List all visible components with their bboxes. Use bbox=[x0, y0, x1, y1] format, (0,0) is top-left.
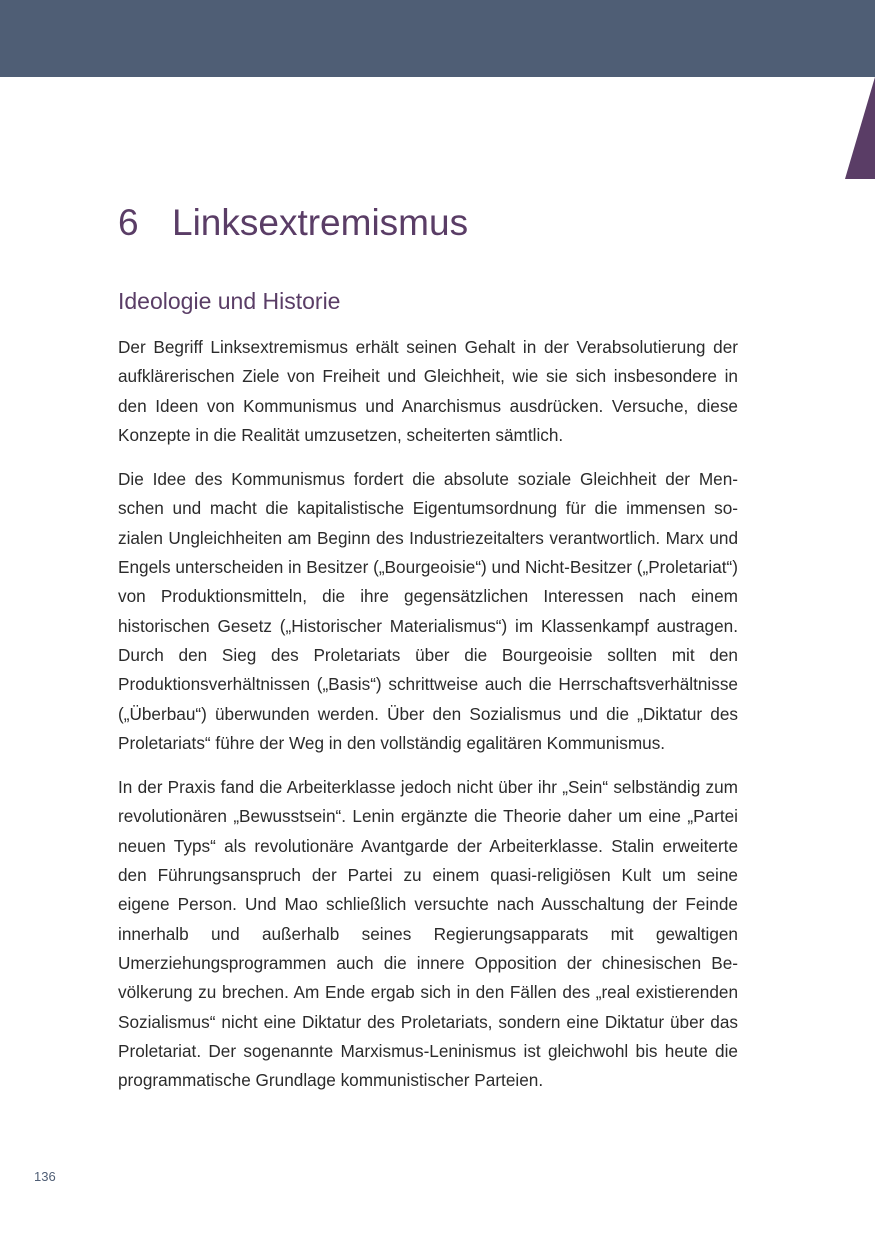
corner-tab-decoration bbox=[845, 77, 875, 179]
chapter-title bbox=[118, 198, 468, 248]
paragraph-3: In der Praxis fand die Arbeiterklasse jedoch nicht über ihr „Sein“ selbständig zum revolutionären „Bewusstsein“. Lenin ergänzte die Theorie daher um eine „Partei neuen Typs“ als revolutionäre Avantgarde der Arbeiterklasse. Stalin erweiterte den Führungsanspruch der Partei zu einem quasi-religiösen Kult um seine eigene Person. Und Mao schließlich versuchte nach Ausschaltung der Feinde innerhalb und außerhalb seines Regierungsapparats mit gewaltigen Umerziehungsprogrammen auch die innere Opposition der chinesischen Bevölkerung zu brechen. Am Ende ergab sich in den Fällen des „real existierenden Sozialismus“ nicht eine Diktatur des Proletariats, sondern eine Diktatur über das Proletariat. Der sogenannte Marxismus-Leninismus ist gleichwohl bis heute die programmatische Grundlage kommunistischer Parteien. bbox=[118, 777, 738, 1091]
page-number: 136 bbox=[34, 1169, 56, 1184]
corner-tab-shape bbox=[845, 77, 875, 179]
header-band bbox=[0, 0, 875, 77]
body-text bbox=[118, 333, 738, 1110]
chapter-number: 6 bbox=[118, 202, 139, 243]
chapter-title-text: Linksextremismus bbox=[172, 202, 469, 243]
paragraph-1: Der Begriff Linksextremismus erhält seinen Gehalt in der Verabsolutierung der aufklärerischen Ziele von Freiheit und Gleichheit, wie sie sich insbesondere in den Ideen von Kommunismus und Anarchismus ausdrücken. Versuche, diese Konzepte in die Realität umzusetzen, scheiterten sämtlich. bbox=[118, 337, 738, 445]
section-heading: Ideologie und Historie bbox=[118, 288, 341, 314]
paragraph-2: Die Idee des Kommunismus fordert die absolute soziale Gleichheit der Menschen und macht die kapitalistische Eigentumsordnung für die immensen sozialen Ungleichheiten am Beginn des Industriezeitalters verantwortlich. Marx und Engels unterscheiden in Besitzer („Bourgeoisie“) und Nicht-Besitzer („Proletariat“) von Produktionsmitteln, die ihre gegensätzlichen Interessen nach einem historischen Gesetz („Historischer Materialismus“) im Klassenkampf austragen. Durch den Sieg des Proletariats über die Bourgeoisie sollten mit den Produktionsverhältnissen („Basis“) schrittweise auch die Herrschaftsverhältnisse („Überbau“) überwunden werden. Über den Sozialismus und die „Diktatur des Proletariats“ führe der Weg in den vollständig egalitären Kommunismus. bbox=[118, 469, 738, 753]
